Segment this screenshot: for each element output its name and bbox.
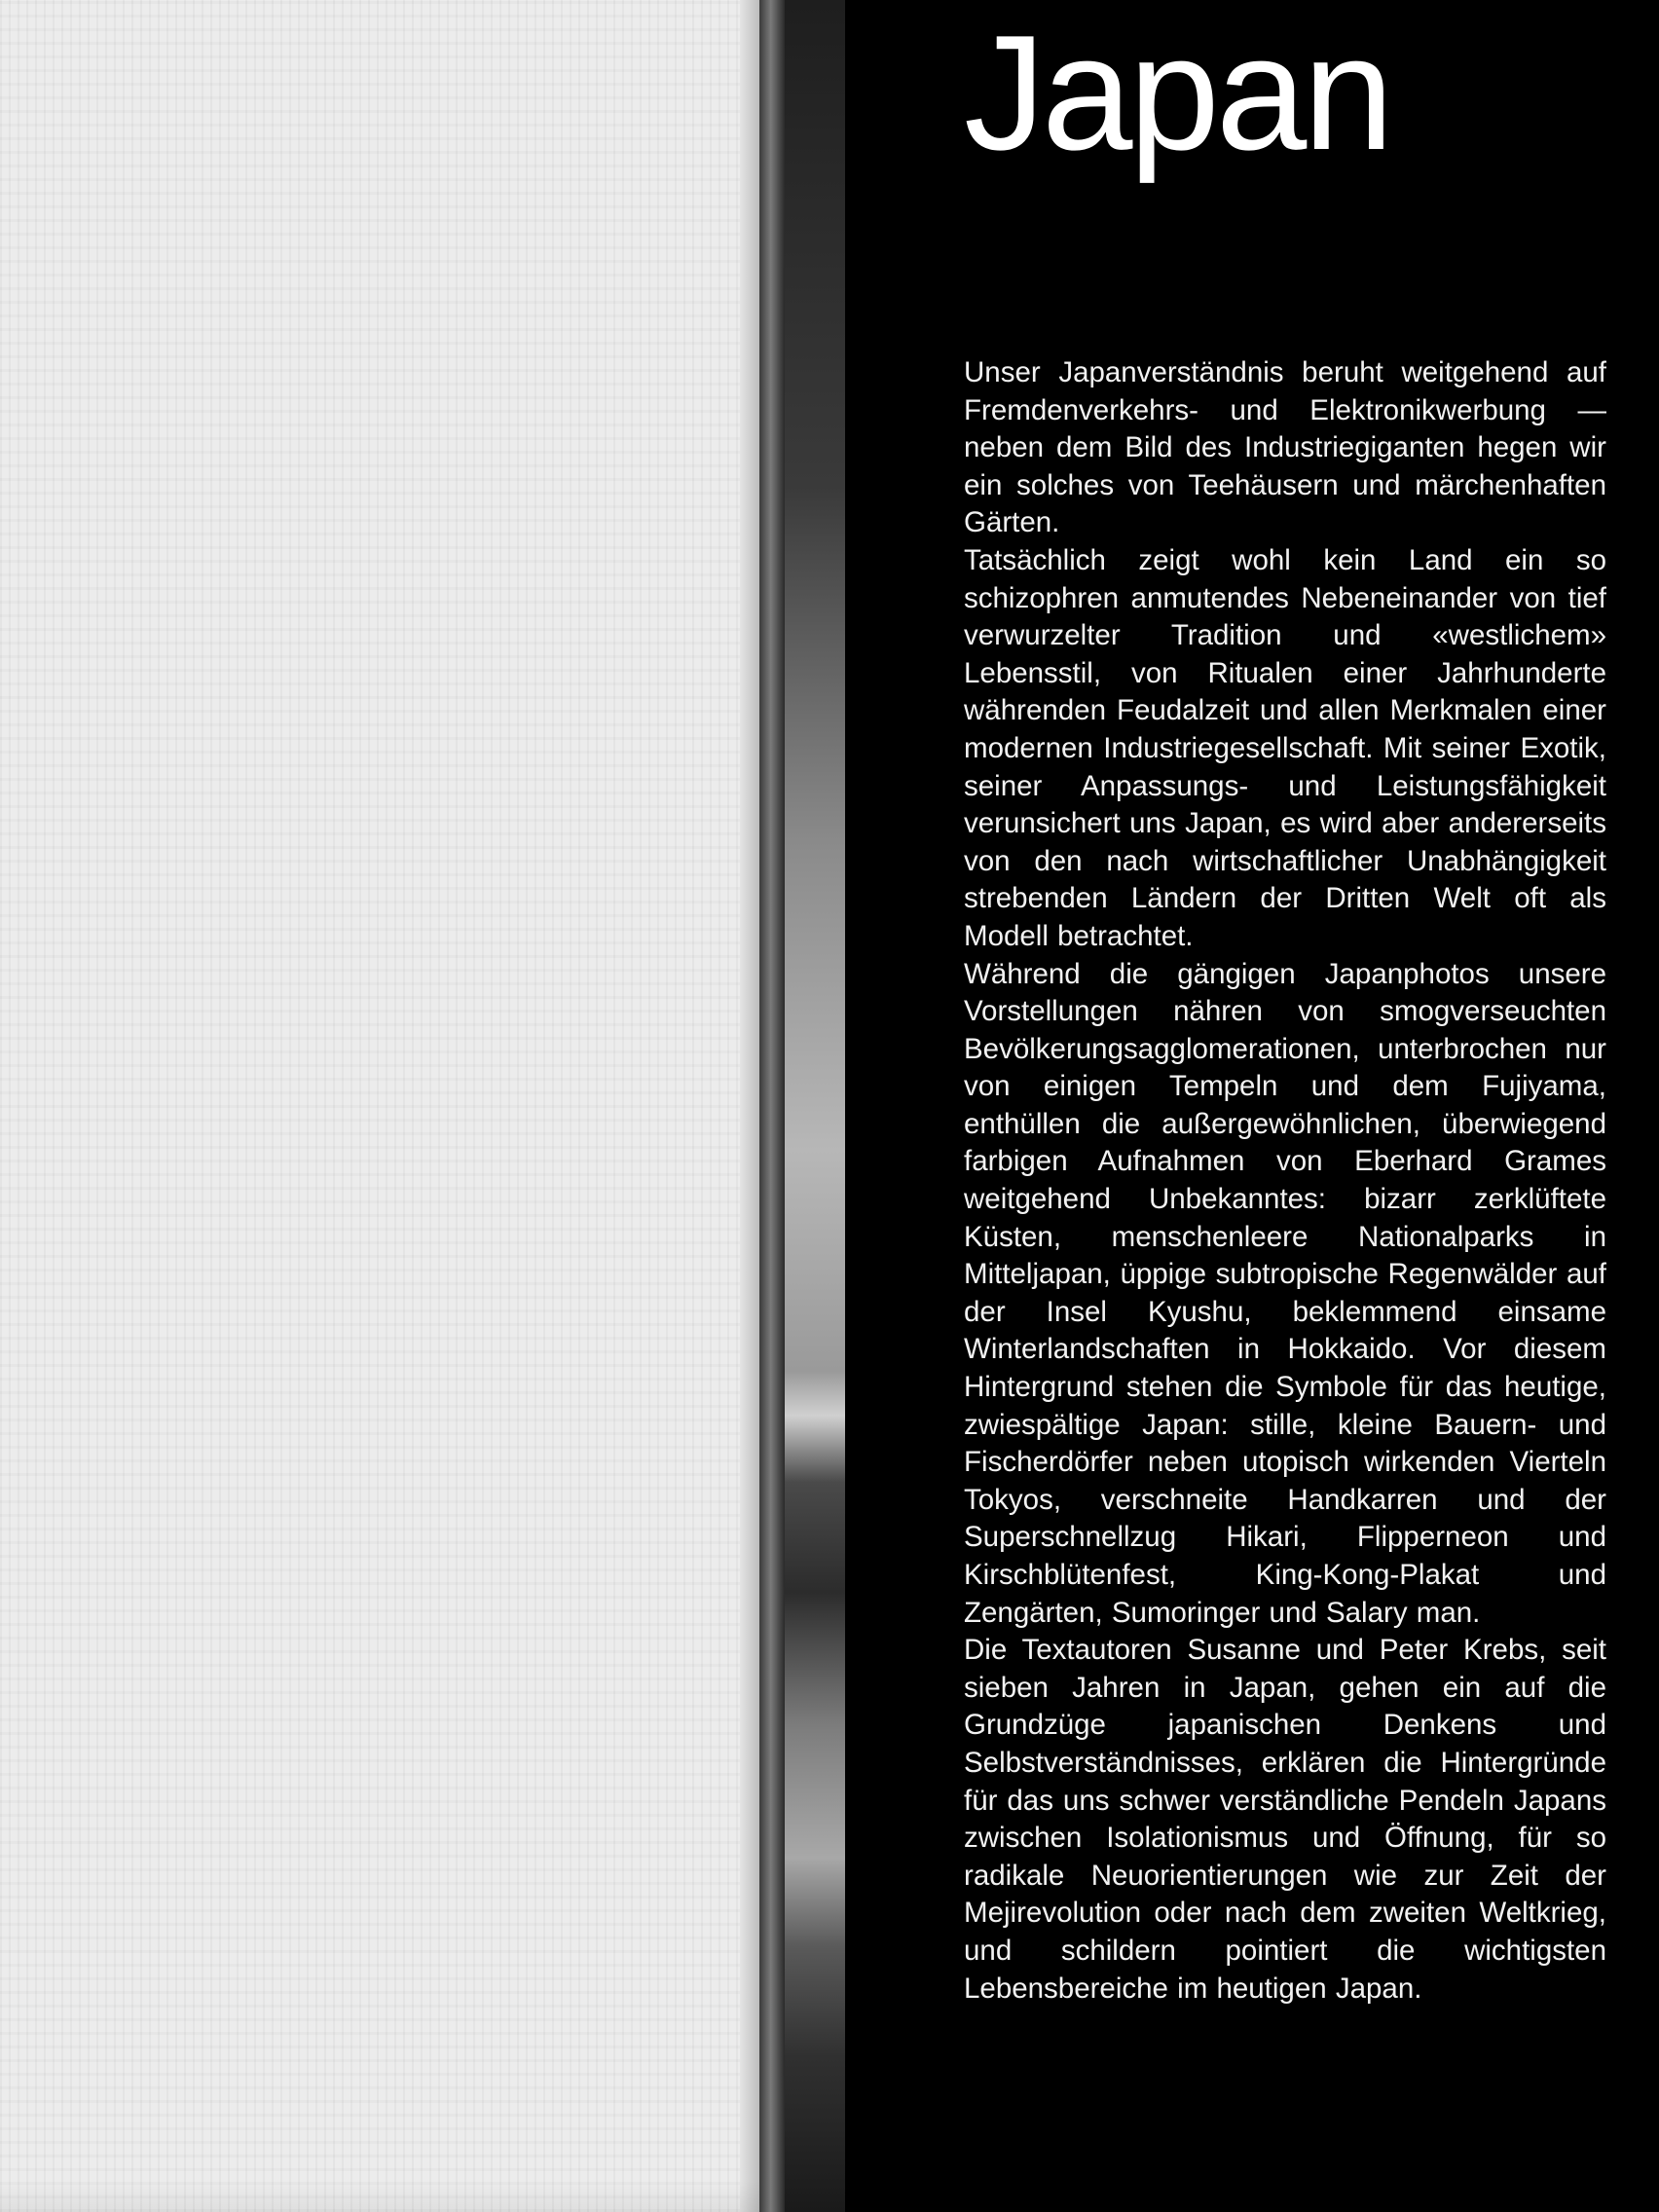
cover-photo-strip — [785, 0, 845, 2212]
book-spine-fold — [759, 0, 785, 2212]
endpaper-edge — [740, 0, 759, 2212]
cover-blurb — [964, 354, 1606, 2008]
blurb-paragraph-4: Die Textautoren Susanne und Peter Krebs, seit sieben Jahren in Japan, gehen ein auf die Grundzüge japanischen Denkens und Selbstverständnisses, erklären die Hintergründe für das uns schwer verständliche Pendeln Japans zwischen Isolationismus und Öffnung, für so radikale Neuorientierungen wie zur Zeit der Mejirevolution oder nach dem zweiten Weltkrieg, und schildern pointiert die wichtigsten Lebensbereiche im heutigen Japan. — [964, 1634, 1606, 2005]
blurb-paragraph-1: Unser Japanverständnis beruht weitgehend auf Fremdenverkehrs- und Elektronikwerbung — neben dem Bild des Industriegiganten hegen wir ein solches von Teehäusern und märchenhaften Gärten. — [964, 356, 1606, 539]
blurb-paragraph-3: Während die gängigen Japanphotos unsere Vorstellungen nähren von smogverseuchten Bevölkerungsagglomerationen, unterbrochen nur von einigen Tempeln und dem Fujiyama, enthüllen die außergewöhnlichen, überwiegend farbigen Aufnahmen von Eberhard Grames weitgehend Unbekanntes: bizarr zerklüftete Küsten, menschenleere Nationalparks in Mitteljapan, üppige subtropische Regenwälder auf der Insel Kyushu, beklemmend einsame Winterlandschaften in Hokkaido. Vor diesem Hintergrund stehen die Symbole für das heutige, zwiespältige Japan: stille, kleine Bauern- und Fischerdörfer neben utopisch wirkenden Vierteln Tokyos, verschneite Handkarren und der Superschnellzug Hikari, Flipperneon und Kirschblütenfest, King-Kong-Plakat und Zengärten, Sumoringer und Salary man. — [964, 957, 1606, 1629]
endpaper-bottom-shade — [0, 2181, 759, 2212]
cover-title: Japan — [964, 1, 1390, 184]
blurb-paragraph-2: Tatsächlich zeigt wohl kein Land ein so schizophren anmutendes Nebeneinander von tief verwurzelter Tradition und «westlichem» Lebensstil, von Ritualen einer Jahrhunderte währenden Feudalzeit und allen Merkmalen einer modernen Industriegesellschaft. Mit seiner Exotik, seiner Anpassungs- und Leistungsfähigkeit verunsichert uns Japan, es wird aber andererseits von den nach wirtschaftlicher Unabhängigkeit strebenden Ländern der Dritten Welt oft als Modell betrachtet. — [964, 543, 1606, 952]
endpaper — [0, 0, 759, 2212]
